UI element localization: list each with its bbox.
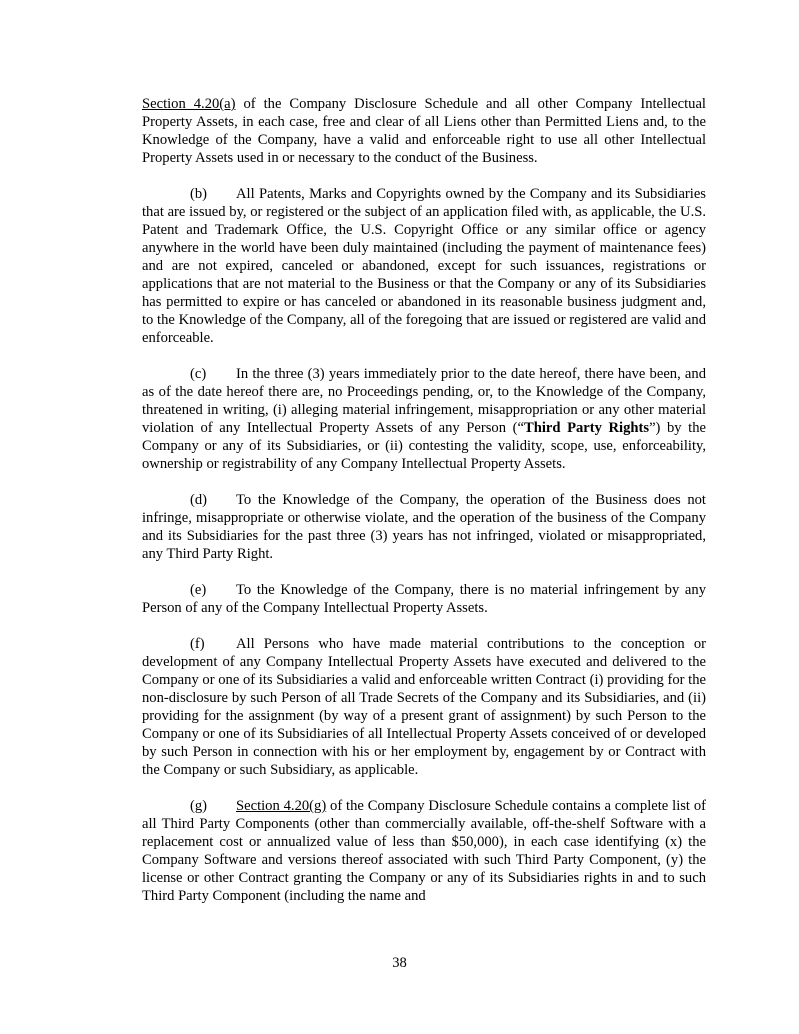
page-number: 38 xyxy=(392,955,407,971)
paragraph-e xyxy=(142,581,706,617)
paragraph-f xyxy=(142,635,706,779)
paragraph-text: ”) by the Company or any of its Subsidiaries, or (ii) contesting the validity, scope, use, enforceability, ownership or registrability of any Company Intellectual Property Assets. xyxy=(142,420,707,472)
paragraph-label: (b) xyxy=(190,186,208,202)
paragraph-text: To the Knowledge of the Company, the operation of the Business does not infringe, misappropriate or otherwise violate, and the operation of the business of the Company and its Subsidiaries for the past three (3) years has not infringed, violated or misappropriated, any Third Party Right. xyxy=(142,492,706,562)
paragraph-text: In the three (3) years immediately prior to the date hereof, there have been, and as of the date hereof there are, no Proceedings pending, or, to the Knowledge of the Company, threatened in writing, (i) alleging material infringement, misappropriation or any other material violation of any Intellectual Property Assets of any Person (“ xyxy=(142,366,706,436)
paragraph-d xyxy=(142,491,706,563)
paragraph-intro xyxy=(142,95,706,167)
document-body xyxy=(142,95,706,923)
paragraph-text: All Persons who have made material contributions to the conception or development of any Company Intellectual Property Assets have executed and delivered to the Company or one of its Subsidiaries a valid and enforceable written Contract (i) providing for the non-disclosure by such Person of all Trade Secrets of the Company and its Subsidiaries, and (ii) providing for the assignment (by way of a present grant of assignment) by such Person to the Company or one of its Subsidiaries of all Intellectual Property Assets conceived of or developed by such Person in connection with his or her employment by, engagement by or Contract with the Company or such Subsidiary, as applicable. xyxy=(142,636,706,778)
paragraph-label: (c) xyxy=(190,366,207,382)
paragraph-g xyxy=(142,797,706,905)
paragraph-label: (d) xyxy=(190,492,208,508)
paragraph-label: (g) xyxy=(190,798,208,814)
paragraph-c xyxy=(142,365,706,473)
paragraph-text: To the Knowledge of the Company, there is no material infringement by any Person of any of the Company Intellectual Property Assets. xyxy=(142,582,706,616)
paragraph-text: of the Company Disclosure Schedule contains a complete list of all Third Party Components (other than commercially available, off-the-shelf Software with a replacement cost or annualized value of less than $50,000), in each case identifying (x) the Company Software and versions thereof associated with such Third Party Component, (y) the license or other Contract granting the Company or any of its Subsidiaries rights in and to such Third Party Component (including the name and xyxy=(142,798,706,904)
paragraph-b xyxy=(142,185,706,347)
paragraph-label: (e) xyxy=(190,582,207,598)
defined-term: Third Party Rights xyxy=(523,420,650,436)
section-reference: Section 4.20(a) xyxy=(142,96,236,112)
section-reference: Section 4.20(g) xyxy=(236,798,327,814)
paragraph-text: of the Company Disclosure Schedule and all other Company Intellectual Property Assets, in each case, free and clear of all Liens other than Permitted Liens and, to the Knowledge of the Company, have a valid and enforceable right to use all other Intellectual Property Assets used in or necessary to the conduct of the Business. xyxy=(142,96,706,166)
paragraph-label: (f) xyxy=(190,636,205,652)
paragraph-text: All Patents, Marks and Copyrights owned by the Company and its Subsidiaries that are issued by, or registered or the subject of an application filed with, as applicable, the U.S. Patent and Trademark Office, the U.S. Copyright Office or any similar office or agency anywhere in the world have been duly maintained (including the payment of maintenance fees) and are not expired, canceled or abandoned, except for such issuances, registrations or applications that are not material to the Business or that the Company or any of its Subsidiaries has permitted to expire or has canceled or abandoned in its reasonable business judgment and, to the Knowledge of the Company, all of the foregoing that are issued or registered are valid and enforceable. xyxy=(142,186,706,346)
